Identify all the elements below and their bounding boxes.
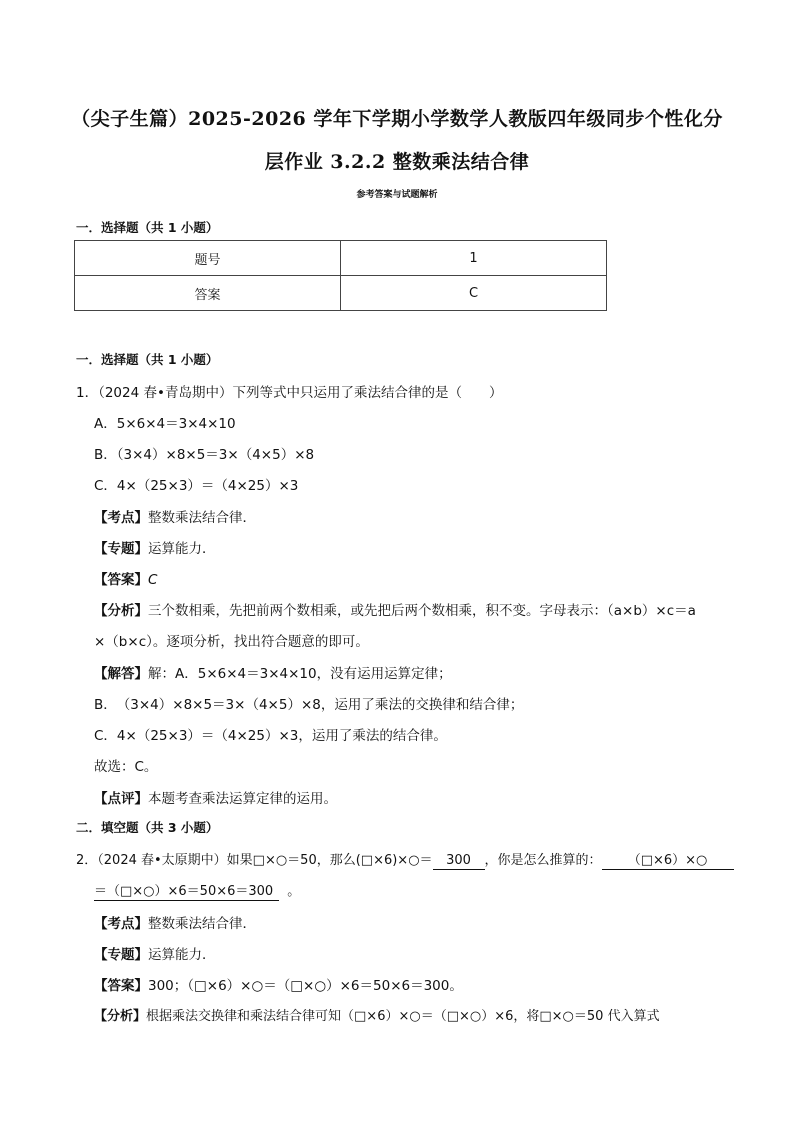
q2-reasoning-blank-a: （□×6）×○ [602,853,734,870]
dianping-text: 本题考查乘法运算定律的运用。 [148,791,337,807]
fenxi-text: 三个数相乘，先把前两个数相乘，或先把后两个数相乘，积不变。字母表示：（a×b）×c＝a [148,603,696,619]
fenxi-tag: 【分析】 [94,603,148,619]
q2-stem-part-b: ，你是怎么推算的： [484,853,602,868]
dianping-tag: 【点评】 [94,791,148,807]
table-cell: 答案 [75,276,341,311]
kaodian-tag: 【考点】 [94,916,148,932]
subtitle: 参考答案与试题解析 [356,190,438,200]
table-cell: 1 [341,241,607,276]
q1-kaodian [94,506,256,526]
question-1-option-a: A．5×6×4＝3×4×10 [94,416,236,432]
zhuanti-tag: 【专题】 [94,541,148,557]
kaodian-tag: 【考点】 [94,510,148,526]
q1-dianping [94,787,337,807]
table-row [75,276,607,311]
q1-jieda-line-1 [94,662,452,682]
q1-jieda-line-2: B． （3×4）×8×5＝3×（4×5）×8，运用了乘法的交换律和结合律； [94,697,524,713]
q1-daan [94,568,157,588]
daan-text: C [148,572,158,588]
jieda-text: 解：A．5×6×4＝3×4×10，没有运用运算定律； [148,666,452,682]
title-line-1: （尖子生篇）2025-2026 学年下学期小学数学人教版四年级同步个性化分 [71,108,723,130]
section-2-heading: 二．填空题（共 3 小题） [76,820,219,835]
answer-section-heading: 一．选择题（共 1 小题） [76,220,219,235]
jieda-tag: 【解答】 [94,666,148,682]
question-1-option-c: C．4×（25×3）＝（4×25）×3 [94,478,299,494]
q2-zhuanti [94,943,216,963]
title-line-2: 层作业 3.2.2 整数乘法结合律 [264,151,530,173]
section-1-heading: 一．选择题（共 1 小题） [76,352,219,367]
zhuanti-text: 运算能力． [148,541,216,557]
daan-text: 300；（□×6）×○＝（□×○）×6＝50×6＝300。 [148,978,463,994]
zhuanti-text: 运算能力． [148,947,216,963]
zhuanti-tag: 【专题】 [94,947,148,963]
q2-fenxi [94,1005,660,1024]
answer-table [74,240,607,311]
question-2-stem [76,849,734,870]
table-cell: C [341,276,607,311]
q1-jieda-line-4: 故选：C。 [94,759,158,775]
kaodian-text: 整数乘法结合律． [148,510,256,526]
question-1-stem: 1．（2024 春•青岛期中）下列等式中只运用了乘法结合律的是（ ） [76,385,503,401]
fenxi-tag: 【分析】 [94,1009,147,1024]
daan-tag: 【答案】 [94,572,148,588]
daan-tag: 【答案】 [94,978,148,994]
question-1-option-b: B．（3×4）×8×5＝3×（4×5）×8 [94,447,315,463]
table-row [75,241,607,276]
q2-stem-end: 。 [287,884,301,899]
fenxi-text: 根据乘法交换律和乘法结合律可知（□×6）×○＝（□×○）×6，将□×○＝50 代入算式 [146,1009,660,1024]
q1-fenxi-line-2: ×（b×c）。逐项分析，找出符合题意的即可。 [94,634,369,650]
kaodian-text: 整数乘法结合律． [148,916,256,932]
q2-daan [94,974,463,994]
table-cell: 题号 [75,241,341,276]
q2-answer-blank: 300 [433,853,485,870]
q2-kaodian [94,912,256,932]
q1-fenxi-line-1 [94,599,696,619]
q2-reasoning-blank-b: ＝（□×○）×6＝50×6＝300 [94,884,279,901]
q1-jieda-line-3: C．4×（25×3）＝（4×25）×3，运用了乘法的结合律。 [94,728,447,744]
question-2-stem-line-2 [94,880,300,901]
q1-zhuanti [94,537,216,557]
q2-stem-part-a: 2．（2024 春•太原期中）如果□×○＝50，那么(□×6)×○＝ [76,853,433,868]
